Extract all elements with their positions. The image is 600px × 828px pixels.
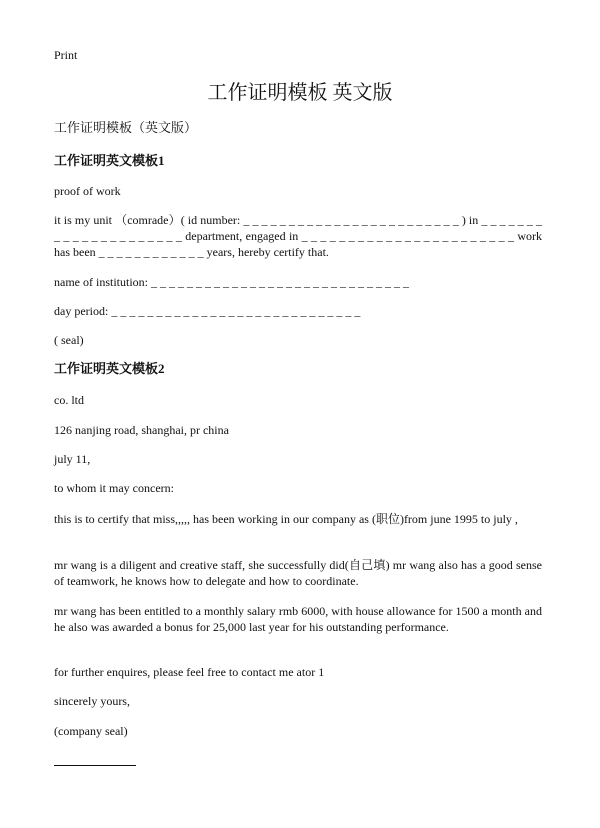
certify-paragraph: this is to certify that miss,,,,, has been working in our company as (职位)from june 1995 to july , bbox=[54, 512, 518, 526]
certification-paragraph: it is my unit （comrade）( id number: _ _ _ _ _ _ _ _ _ _ _ _ _ _ _ _ _ _ _ _ _ _ _ _ ) in _ _ _ _ _ _ _ _ _ _ _ _ _ _ _ _ _ _ _ _ _ department, engaged in _ _ _ _ _ _ _ _ _ _ _ _ _ _ _ _ _ _ _ _ _ _ _ work has been _ _ _ _ _ _ _ _ _ _ _ _ years, hereby certify that. bbox=[54, 213, 542, 259]
company-name: co. ltd bbox=[54, 393, 84, 407]
closing-text: sincerely yours, bbox=[54, 694, 130, 708]
company-address: 126 nanjing road, shanghai, pr china bbox=[54, 423, 229, 437]
section2-heading: 工作证明英文模板2 bbox=[54, 361, 165, 376]
letter-date: july 11, bbox=[54, 452, 91, 466]
section1-heading: 工作证明英文模板1 bbox=[54, 153, 165, 168]
salutation: to whom it may concern: bbox=[54, 481, 174, 495]
salary-paragraph: mr wang has been entitled to a monthly salary rmb 6000, with house allowance for 1500 a month and he also was awarded a bonus for 25,000 last year for his outstanding performance. bbox=[54, 604, 542, 634]
seal-text: ( seal) bbox=[54, 333, 84, 347]
document-subtitle: 工作证明模板（英文版） bbox=[54, 120, 198, 135]
enquiries-paragraph: for further enquires, please feel free to contact me ator 1 bbox=[54, 665, 325, 679]
print-link[interactable]: Print bbox=[54, 48, 78, 62]
page-title: 工作证明模板 英文版 bbox=[207, 82, 393, 104]
day-period-line: day period: _ _ _ _ _ _ _ _ _ _ _ _ _ _ _ _ _ _ _ _ _ _ _ _ _ _ _ _ bbox=[54, 304, 361, 318]
institution-line: name of institution: _ _ _ _ _ _ _ _ _ _ _ _ _ _ _ _ _ _ _ _ _ _ _ _ _ _ _ _ _ bbox=[54, 275, 409, 289]
performance-paragraph: mr wang is a diligent and creative staff, she successfully did(自己填) mr wang also has a good sense of teamwork, he knows how to delegate and how to coordinate. bbox=[54, 558, 542, 588]
proof-of-work-text: proof of work bbox=[54, 184, 121, 198]
signature-line bbox=[54, 765, 136, 766]
company-seal-text: (company seal) bbox=[54, 724, 128, 738]
